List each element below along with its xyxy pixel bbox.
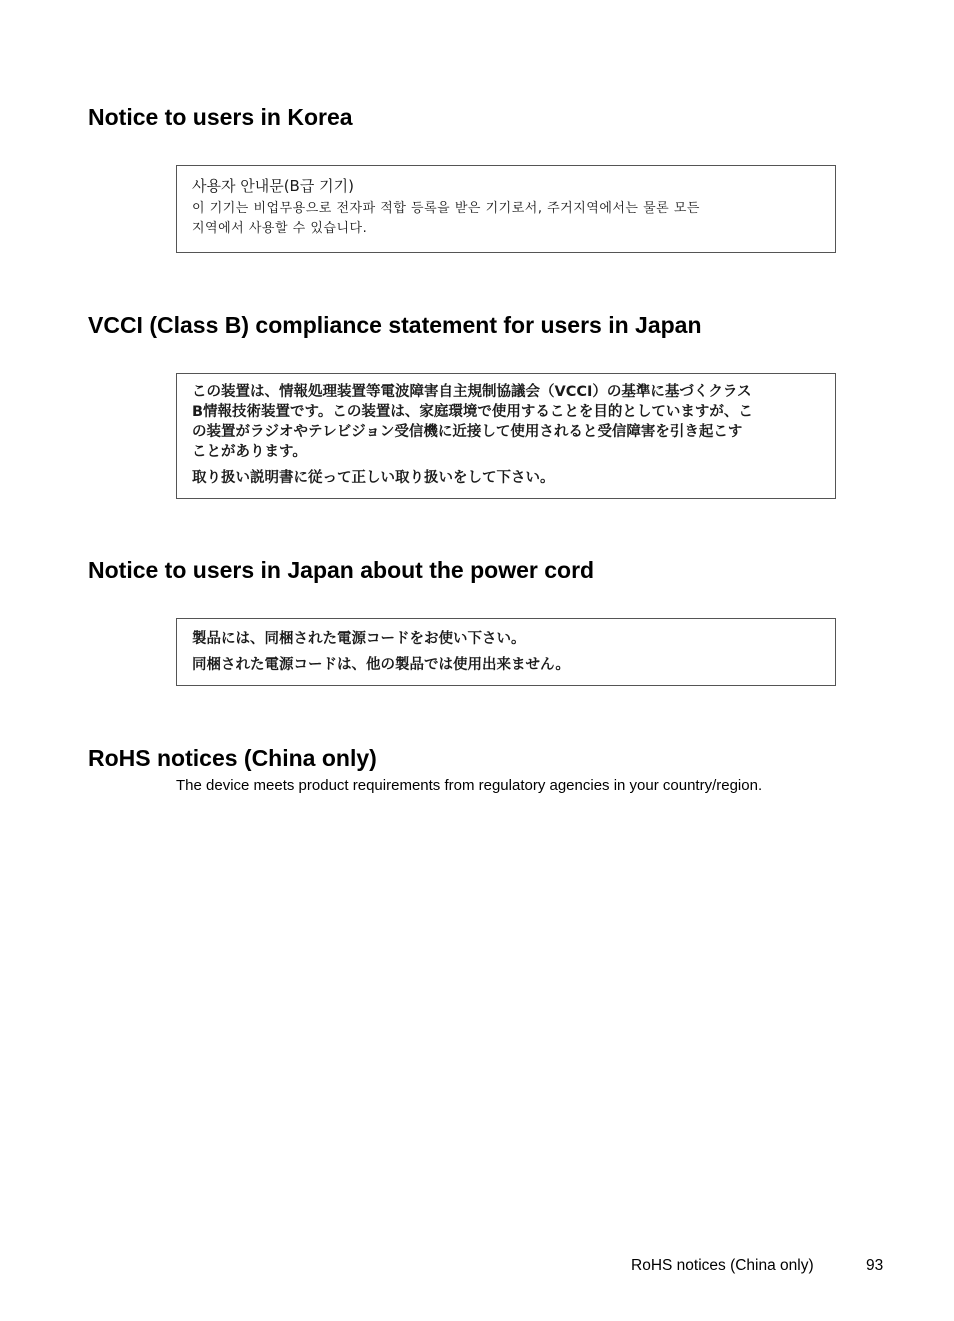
power-cord-notice-line: 同梱された電源コードは、他の製品では使用出来ません。 xyxy=(192,657,570,673)
korea-notice-line: 지역에서 사용할 수 있습니다. xyxy=(192,221,368,236)
vcci-notice-line: B情報技術装置です。この装置は、家庭環境で使用することを目的としていますが、こ xyxy=(192,404,753,420)
vcci-notice-line: ことがあります。 xyxy=(192,444,307,460)
vcci-notice-line: 取り扱い説明書に従って正しい取り扱いをして下さい。 xyxy=(192,470,555,486)
korea-notice-line: 이 기기는 비업무용으로 전자파 적합 등록을 받은 기기로서, 주거지역에서는 물론 모든 xyxy=(192,201,700,216)
power-cord-notice-line: 製品には、同梱された電源コードをお使い下さい。 xyxy=(192,631,526,647)
korea-notice-heading: Notice to users in Korea xyxy=(88,104,353,130)
korea-notice-box xyxy=(176,165,836,253)
rohs-notices-heading: RoHS notices (China only) xyxy=(88,745,377,771)
vcci-statement-heading: VCCI (Class B) compliance statement for users in Japan xyxy=(88,312,702,338)
rohs-body-text: The device meets product requirements from regulatory agencies in your country/region. xyxy=(176,777,763,794)
vcci-notice-box xyxy=(176,373,836,499)
korea-notice-title: 사용자 안내문(B급 기기) xyxy=(192,177,354,195)
vcci-notice-line: この装置は、情報処理装置等電波障害自主規制協議会（VCCI）の基準に基づくクラス xyxy=(192,384,752,400)
power-cord-notice-box xyxy=(176,618,836,686)
vcci-notice-line: の装置がラジオやテレビジョン受信機に近接して使用されると受信障害を引き起こす xyxy=(192,424,743,440)
footer-section-title: RoHS notices (China only) xyxy=(631,1257,814,1274)
page-number: 93 xyxy=(866,1257,884,1274)
power-cord-notice-heading: Notice to users in Japan about the power cord xyxy=(88,557,595,583)
